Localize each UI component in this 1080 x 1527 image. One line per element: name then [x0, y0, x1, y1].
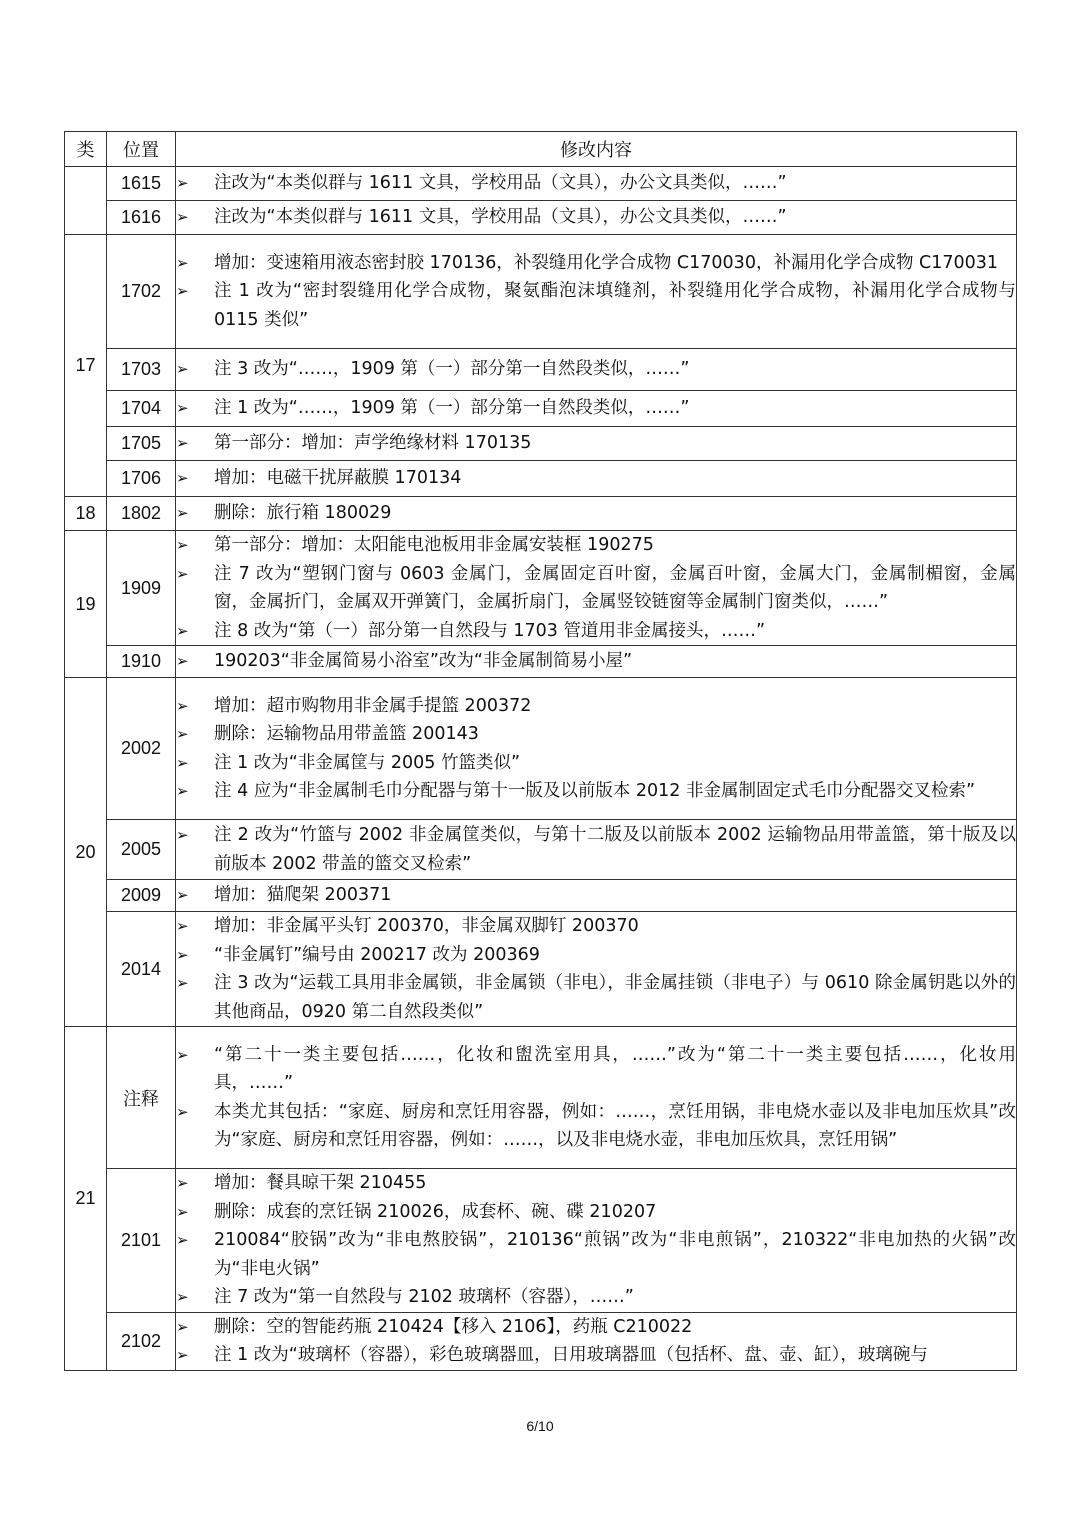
- table-row: [65, 646, 1017, 678]
- list-item: [176, 169, 1016, 198]
- arrow-bullet-icon: ➢: [176, 886, 189, 905]
- list-item: [176, 1169, 1016, 1198]
- header-content: 修改内容: [176, 132, 1017, 167]
- content-cell: [176, 167, 1017, 201]
- arrow-bullet-icon: ➢: [176, 564, 189, 583]
- item-text: “第二十一类主要包括……，化妆和盥洗室用具，……”改为“第二十一类主要包括……，化妆用具，……”: [214, 1044, 1016, 1093]
- item-text: 删除：成套的烹饪锅 210026，成套杯、碗、碟 210207: [214, 1201, 657, 1222]
- position-cell: 2002: [107, 678, 176, 820]
- list-item: [176, 531, 1016, 560]
- list-item: [176, 1226, 1016, 1283]
- arrow-bullet-icon: ➢: [176, 1174, 189, 1192]
- item-text: 删除：旅行箱 180029: [214, 503, 392, 524]
- class-cell: 20: [65, 678, 107, 1027]
- arrow-bullet-icon: ➢: [176, 434, 189, 453]
- class-cell: 18: [65, 497, 107, 531]
- content-cell: [176, 427, 1017, 461]
- class-cell: [65, 167, 107, 235]
- item-text: 注 1 改为“……，1909 第（一）部分第一自然段类似，……”: [214, 398, 690, 419]
- item-text: 本类尤其包括：“家庭、厨房和烹饪用容器，例如：……，烹饪用锅，非电烧水壶以及非电加压炊具”改为“家庭、厨房和烹饪用容器，例如：……，以及非电烧水壶，非电加压炊具，烹饪用锅”: [214, 1101, 1016, 1150]
- table-row: [65, 1169, 1017, 1313]
- arrow-bullet-icon: ➢: [176, 208, 189, 227]
- list-item: [176, 355, 1016, 384]
- list-item: [176, 969, 1016, 1026]
- list-item: [176, 1341, 1016, 1370]
- list-item: [176, 1098, 1016, 1155]
- item-text: 注 8 改为“第（一）部分第一自然段与 1703 管道用非金属接头，……”: [214, 620, 766, 641]
- changes-table: [64, 131, 1017, 1371]
- list-item: [176, 394, 1016, 423]
- arrow-bullet-icon: ➢: [176, 945, 189, 964]
- content-cell: [176, 880, 1017, 912]
- table-row: [65, 349, 1017, 391]
- table-row: [65, 391, 1017, 427]
- item-text: 第一部分：增加：太阳能电池板用非金属安装框 190275: [214, 535, 654, 555]
- position-cell: 1705: [107, 427, 176, 461]
- item-text: 删除：空的智能药瓶 210424【移入 2106】，药瓶 C210022: [214, 1316, 693, 1337]
- table-row: [65, 167, 1017, 201]
- arrow-bullet-icon: ➢: [176, 753, 189, 772]
- position-cell: 2009: [107, 880, 176, 912]
- header-position: 位置: [107, 132, 176, 167]
- item-text: 增加：餐具晾干架 210455: [214, 1173, 427, 1193]
- item-text: 注 2 改为“竹篮与 2002 非金属筐类似，与第十二版及以前版本 2002 运输物品用带盖篮，第十版及以前版本 2002 带盖的篮交叉检索”: [214, 825, 1016, 874]
- item-text: 增加：非金属平头钉 200370，非金属双脚钉 200370: [214, 916, 639, 936]
- content-cell: [176, 912, 1017, 1027]
- arrow-bullet-icon: ➢: [176, 174, 189, 193]
- position-cell: 1703: [107, 349, 176, 391]
- table-row: [65, 235, 1017, 349]
- list-item: [176, 429, 1016, 458]
- list-item: [176, 777, 1016, 806]
- table-row: [65, 912, 1017, 1027]
- content-cell: [176, 235, 1017, 349]
- item-text: 增加：变速箱用液态密封胶 170136，补裂缝用化学合成物 C170030，补漏用化学合成物 C170031: [214, 252, 999, 273]
- arrow-bullet-icon: ➢: [176, 253, 189, 272]
- list-item: [176, 1283, 1016, 1312]
- position-cell: 2005: [107, 820, 176, 880]
- content-cell: [176, 201, 1017, 235]
- item-text: 注 7 改为“第一自然段与 2102 玻璃杯（容器），……”: [214, 1287, 634, 1307]
- arrow-bullet-icon: ➢: [176, 282, 189, 301]
- position-cell: 注释: [107, 1027, 176, 1169]
- list-item: [176, 1041, 1016, 1098]
- list-item: [176, 749, 1016, 778]
- position-cell: 1704: [107, 391, 176, 427]
- position-cell: 1615: [107, 167, 176, 201]
- arrow-bullet-icon: ➢: [176, 974, 189, 992]
- list-item: [176, 203, 1016, 232]
- arrow-bullet-icon: ➢: [176, 1288, 189, 1306]
- item-text: 第一部分：增加：声学绝缘材料 170135: [214, 433, 532, 454]
- item-text: 注 1 改为“密封裂缝用化学合成物，聚氨酯泡沫填缝剂，补裂缝用化学合成物，补漏用化学合成物与 0115 类似”: [214, 281, 1016, 330]
- item-text: 注 7 改为“塑钢门窗与 0603 金属门，金属固定百叶窗，金属百叶窗，金属大门，金属制楣窗，金属窗，金属折门，金属双开弹簧门，金属折扇门，金属竖铰链窗等金属制门窗类似，……”: [214, 563, 1016, 612]
- position-cell: 1706: [107, 461, 176, 497]
- header-class: 类: [65, 132, 107, 167]
- content-cell: [176, 646, 1017, 678]
- content-cell: [176, 461, 1017, 497]
- arrow-bullet-icon: ➢: [176, 469, 189, 488]
- arrow-bullet-icon: ➢: [176, 1317, 189, 1336]
- table-row: [65, 1312, 1017, 1370]
- table-row: [65, 201, 1017, 235]
- list-item: [176, 941, 1016, 970]
- list-item: [176, 647, 1016, 676]
- position-cell: 1702: [107, 235, 176, 349]
- content-cell: [176, 678, 1017, 820]
- position-cell: 2101: [107, 1169, 176, 1313]
- class-cell: 21: [65, 1027, 107, 1371]
- position-cell: 1909: [107, 531, 176, 646]
- list-item: [176, 1198, 1016, 1227]
- content-cell: [176, 1312, 1017, 1370]
- item-text: 注 1 改为“非金属筐与 2005 竹篮类似”: [214, 752, 521, 773]
- class-cell: 17: [65, 235, 107, 497]
- table-row: [65, 531, 1017, 646]
- item-text: 190203“非金属简易小浴室”改为“非金属制简易小屋”: [214, 651, 633, 672]
- page-number: 6/10: [526, 1418, 554, 1434]
- content-cell: [176, 531, 1017, 646]
- arrow-bullet-icon: ➢: [176, 504, 189, 523]
- arrow-bullet-icon: ➢: [176, 782, 189, 800]
- arrow-bullet-icon: ➢: [176, 725, 189, 743]
- list-item: [176, 249, 1016, 278]
- arrow-bullet-icon: ➢: [176, 621, 189, 640]
- position-cell: 1910: [107, 646, 176, 678]
- list-item: [176, 560, 1016, 617]
- content-cell: [176, 349, 1017, 391]
- arrow-bullet-icon: ➢: [176, 826, 189, 844]
- content-cell: [176, 391, 1017, 427]
- table-row: [65, 678, 1017, 820]
- item-text: 注改为“本类似群与 1611 文具，学校用品（文具），办公文具类似，……”: [214, 173, 787, 194]
- arrow-bullet-icon: ➢: [176, 360, 189, 379]
- item-text: 注改为“本类似群与 1611 文具，学校用品（文具），办公文具类似，……”: [214, 207, 787, 228]
- list-item: [176, 277, 1016, 334]
- arrow-bullet-icon: ➢: [176, 1346, 189, 1364]
- list-item: [176, 821, 1016, 878]
- item-text: 注 4 应为“非金属制毛巾分配器与第十一版及以前版本 2012 非金属制固定式毛巾分配器交叉检索”: [214, 781, 976, 801]
- list-item: [176, 1313, 1016, 1342]
- arrow-bullet-icon: ➢: [176, 1045, 189, 1064]
- arrow-bullet-icon: ➢: [176, 536, 189, 554]
- arrow-bullet-icon: ➢: [176, 917, 189, 935]
- list-item: [176, 720, 1016, 749]
- item-text: 增加：电磁干扰屏蔽膜 170134: [214, 468, 462, 489]
- list-item: [176, 692, 1016, 721]
- position-cell: 1802: [107, 497, 176, 531]
- item-text: 增加：猫爬架 200371: [214, 885, 392, 906]
- table-row: [65, 820, 1017, 880]
- item-text: 增加：超市购物用非金属手提篮 200372: [214, 695, 532, 716]
- arrow-bullet-icon: ➢: [176, 1102, 189, 1121]
- list-item: [176, 912, 1016, 941]
- table-row: [65, 461, 1017, 497]
- table-row: [65, 1027, 1017, 1169]
- position-cell: 2102: [107, 1312, 176, 1370]
- position-cell: 1616: [107, 201, 176, 235]
- item-text: “非金属钉”编号由 200217 改为 200369: [214, 944, 540, 965]
- table-row: [65, 497, 1017, 531]
- arrow-bullet-icon: ➢: [176, 1202, 189, 1221]
- list-item: [176, 499, 1016, 528]
- arrow-bullet-icon: ➢: [176, 652, 189, 671]
- content-cell: [176, 497, 1017, 531]
- arrow-bullet-icon: ➢: [176, 399, 189, 418]
- table-row: [65, 880, 1017, 912]
- content-cell: [176, 1169, 1017, 1313]
- list-item: [176, 617, 1016, 646]
- item-text: 注 1 改为“玻璃杯（容器），彩色玻璃器皿，日用玻璃器皿（包括杯、盘、壶、缸），玻璃碗与: [214, 1345, 928, 1365]
- table-row: [65, 427, 1017, 461]
- item-text: 注 3 改为“运载工具用非金属锁，非金属锁（非电），非金属挂锁（非电子）与 0610 除金属钥匙以外的其他商品，0920 第二自然段类似”: [214, 973, 1016, 1022]
- arrow-bullet-icon: ➢: [176, 1231, 189, 1249]
- item-text: 210084“胶锅”改为“非电熬胶锅”，210136“煎锅”改为“非电煎锅”，210322“非电加热的火锅”改为“非电火锅”: [214, 1230, 1016, 1279]
- list-item: [176, 464, 1016, 493]
- item-text: 注 3 改为“……，1909 第（一）部分第一自然段类似，……”: [214, 359, 690, 380]
- class-cell: 19: [65, 531, 107, 678]
- content-cell: [176, 820, 1017, 880]
- arrow-bullet-icon: ➢: [176, 696, 189, 715]
- list-item: [176, 881, 1016, 910]
- header-row: [65, 132, 1017, 167]
- content-cell: [176, 1027, 1017, 1169]
- position-cell: 2014: [107, 912, 176, 1027]
- item-text: 删除：运输物品用带盖篮 200143: [214, 724, 479, 744]
